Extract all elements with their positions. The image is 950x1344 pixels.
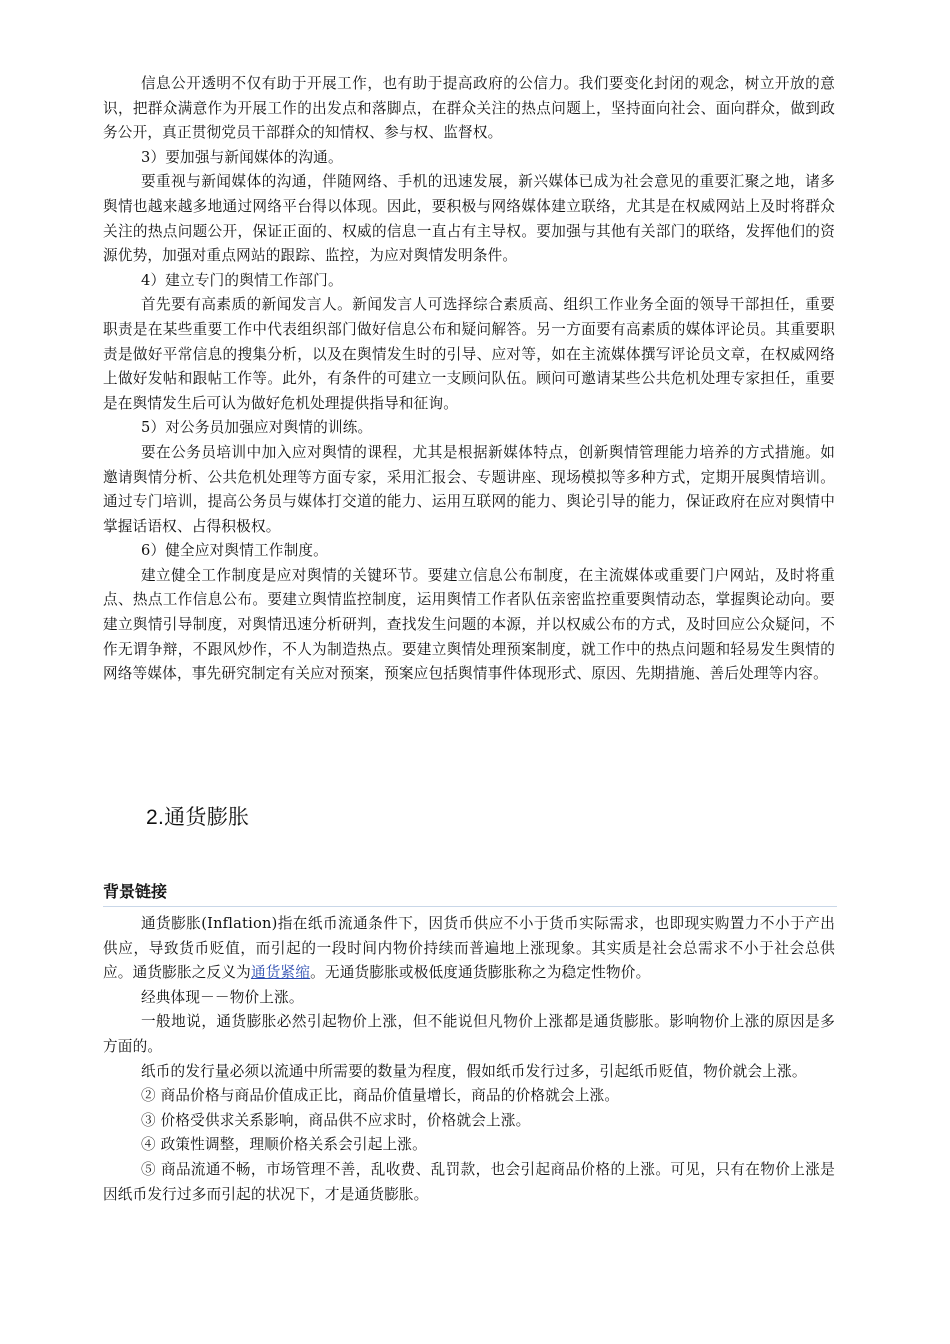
- background-link-title: 背景链接: [103, 879, 837, 907]
- item-3-heading: 3）要加强与新闻媒体的沟通。: [140, 148, 343, 166]
- paragraph-currency-issue: 纸币的发行量必须以流通中所需要的数量为程度，假如纸币发行过多，引起纸币贬值，物价就会上涨。: [140, 1062, 807, 1080]
- list-item-5: ⑤ 商品流通不畅，市场管理不善，乱收费、乱罚款，也会引起商品价格的上涨。可见，只有在物价上涨是因纸币发行过多而引起的状况下，才是通货膨胀。: [103, 1160, 835, 1203]
- paragraph-transparency: 信息公开透明不仅有助于开展工作，也有助于提高政府的公信力。我们要变化封闭的观念，树立开放的意识，把群众满意作为开展工作的出发点和落脚点，在群众关注的热点问题上，坚持面向社会、面向群众，做到政务公开，真正贯彻党员干部群众的知情权、参与权、监督权。: [103, 75, 835, 142]
- paragraph-opinion-department: 首先要有高素质的新闻发言人。新闻发言人可选择综合素质高、组织工作业务全面的领导干部担任，重要职责是在某些重要工作中代表组织部门做好信息公布和疑问解答。另一方面要有高素质的媒体评论员。其重要职责是做好平常信息的搜集分析，以及在舆情发生时的引导、应对等，如在主流媒体撰写评论员文章，在权威网络上做好发帖和跟帖工作等。此外，有条件的可建立一支顾问队伍。顾问可邀请某些公共危机处理专家担任，重要是在舆情发生后可认为做好危机处理提供指导和征询。: [103, 296, 835, 412]
- item-4-heading: 4）建立专门的舆情工作部门。: [140, 271, 343, 289]
- section-heading-inflation: 2.通货膨胀: [146, 806, 250, 829]
- paragraph-work-system: 建立健全工作制度是应对舆情的关键环节。要建立信息公布制度，在主流媒体或重要门户网站，及时将重点、热点工作信息公布。要建立舆情监控制度，运用舆情工作者队伍亲密监控重要舆情动态，掌握舆论动向。要建立舆情引导制度，对舆情迅速分析研判，查找发生问题的本源，并以权威公布的方式，及时回应公众疑问，不作无谓争辩，不跟风炒作，不人为制造热点。要建立舆情处理预案制度，就工作中的热点问题和轻易发生舆情的网络等媒体，事先研究制定有关应对预案，预案应包括舆情事件体现形式、原因、先期措施、善后处理等内容。: [103, 566, 835, 683]
- public-opinion-section: [103, 72, 835, 687]
- paragraph-media-communication: 要重视与新闻媒体的沟通，伴随网络、手机的迅速发展，新兴媒体已成为社会意见的重要汇聚之地，诸多舆情也越来越多地通过网络平台得以体现。因此，要积极与网络媒体建立联络，尤其是在权威网站上及时将群众关注的热点问题公开，保证正面的、权威的信息一直占有主导权。要加强与其他有关部门的联络，发挥他们的资源优势，加强对重点网站的跟踪、监控，为应对舆情发明条件。: [103, 173, 835, 265]
- list-item-3: ③ 价格受供求关系影响，商品供不应求时，价格就会上涨。: [140, 1111, 531, 1129]
- paragraph-training: 要在公务员培训中加入应对舆情的课程，尤其是根据新媒体特点，创新舆情管理能力培养的方式措施。如邀请舆情分析、公共危机处理等方面专家，采用汇报会、专题讲座、现场模拟等多种方式，定期开展舆情培训。通过专门培训，提高公务员与媒体打交道的能力、运用互联网的能力、舆论引导的能力，保证政府在应对舆情中掌握话语权、占得积极权。: [103, 443, 835, 535]
- list-item-4: ④ 政策性调整，理顺价格关系会引起上涨。: [140, 1136, 427, 1154]
- paragraph-classic-symptom: 经典体现－－物价上涨。: [140, 988, 304, 1006]
- list-item-2: ② 商品价格与商品价值成正比，商品价值量增长，商品的价格就会上涨。: [140, 1087, 620, 1105]
- paragraph-price-rise: 一般地说，通货膨胀必然引起物价上涨，但不能说但凡物价上涨都是通货膨胀。影响物价上涨的原因是多方面的。: [103, 1013, 835, 1055]
- item-6-heading: 6）健全应对舆情工作制度。: [140, 542, 328, 560]
- definition-text-before: 通货膨胀(Inflation)指在纸币流通条件下，因货币供应不小于货币实际需求，也即现实购置力不小于产出供应，导致货币贬值，而引起的一段时间内物价持续而普遍地上涨现象。其实质是社会总需求不小于社会总供应。通货膨胀之反义为: [103, 915, 835, 982]
- deflation-link[interactable]: 通货紧缩: [250, 964, 311, 982]
- paragraph-inflation-definition: [103, 912, 835, 986]
- definition-text-after: 。无通货膨胀或极低度通货膨胀称之为稳定性物价。: [310, 964, 651, 982]
- inflation-section: [103, 912, 835, 1207]
- item-5-heading: 5）对公务员加强应对舆情的训练。: [140, 419, 373, 437]
